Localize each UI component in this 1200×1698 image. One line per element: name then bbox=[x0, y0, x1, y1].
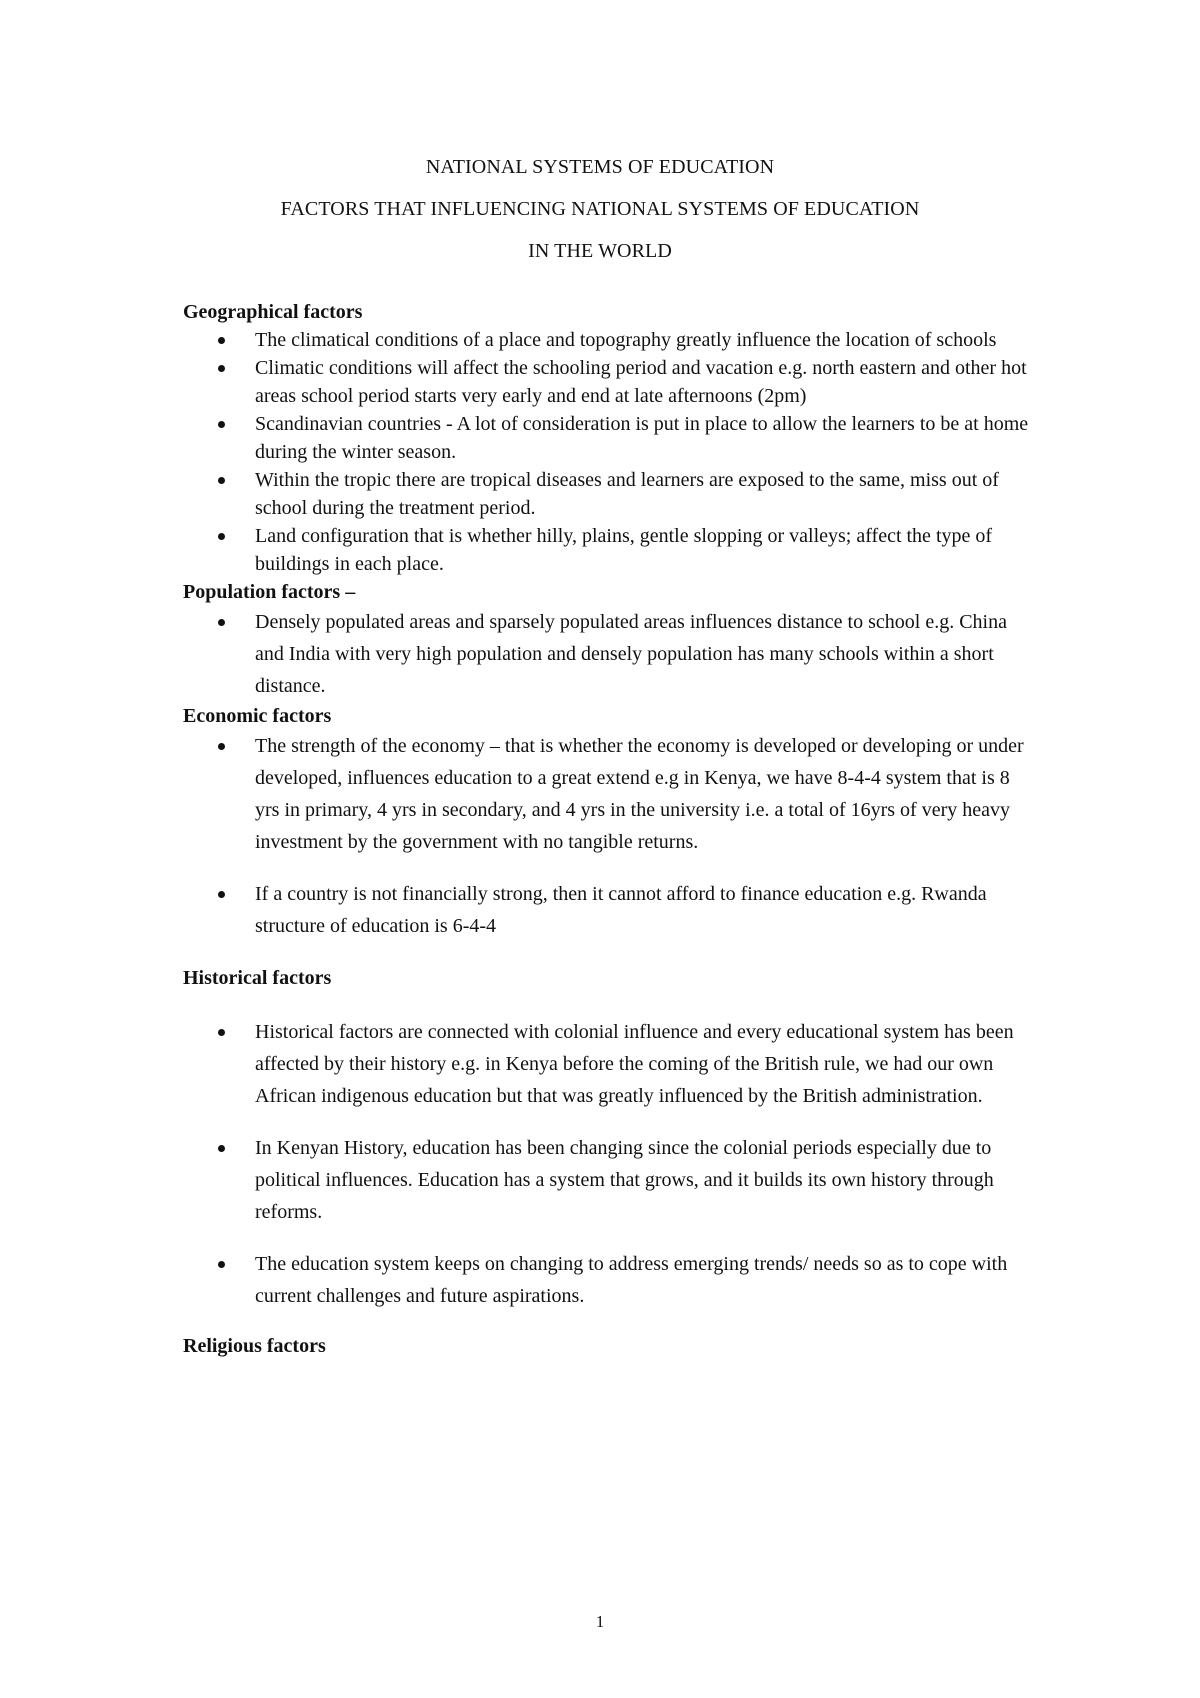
document-title: NATIONAL SYSTEMS OF EDUCATION bbox=[425, 156, 775, 178]
bullet-icon bbox=[218, 1261, 225, 1268]
list-item-text: The strength of the economy – that is whether the economy is developed or developing or under developed, influences education to a great extend e.g in Kenya, we have 8-4-4 system that is 8 yrs in primary, 4 yrs in secondary, and 4 yrs in the university i.e. a total of 16yrs of very heavy investment by the government with no tangible returns. bbox=[255, 735, 1024, 853]
section-economic bbox=[183, 702, 1033, 942]
list-item-text: The climatical conditions of a place and topography greatly influence the location of schools bbox=[255, 329, 997, 351]
list-item-text: In Kenyan History, education has been changing since the colonial periods especially due to political influences. Education has a system that grows, and it builds its own history through reforms. bbox=[255, 1137, 994, 1223]
bullet-icon bbox=[218, 891, 225, 898]
bullet-icon bbox=[218, 337, 225, 344]
document-title-block bbox=[0, 146, 1200, 272]
page-number: 1 bbox=[595, 1612, 605, 1631]
list-item bbox=[183, 522, 1033, 578]
bullet-icon bbox=[218, 743, 225, 750]
document-subtitle: FACTORS THAT INFLUENCING NATIONAL SYSTEMS OF EDUCATION bbox=[280, 198, 920, 220]
document-subtitle-continued: IN THE WORLD bbox=[528, 240, 672, 262]
bullet-list-geographical bbox=[183, 326, 1033, 578]
section-religious bbox=[183, 1332, 1033, 1360]
list-item-text: The education system keeps on changing to address emerging trends/ needs so as to cope with current challenges and future aspirations. bbox=[255, 1253, 1008, 1307]
section-heading-historical: Historical factors bbox=[183, 967, 332, 989]
list-item-text: If a country is not financially strong, then it cannot afford to finance education e.g. Rwanda structure of education is 6-4-4 bbox=[255, 883, 987, 937]
list-item bbox=[183, 878, 1033, 942]
list-item bbox=[183, 410, 1033, 466]
bullet-list-economic bbox=[183, 730, 1033, 942]
list-item bbox=[183, 1016, 1033, 1112]
list-item bbox=[183, 730, 1033, 858]
list-item bbox=[183, 606, 1033, 702]
list-item-text: Densely populated areas and sparsely populated areas influences distance to school e.g. China and India with very high population and densely population has many schools within a short distance. bbox=[255, 611, 1007, 697]
bullet-icon bbox=[218, 1145, 225, 1152]
list-item bbox=[183, 1132, 1033, 1228]
bullet-icon bbox=[218, 421, 225, 428]
bullet-icon bbox=[218, 533, 225, 540]
list-item-text: Historical factors are connected with colonial influence and every educational system has been affected by their history e.g. in Kenya before the coming of the British rule, we had our own African indigenous education but that was greatly influenced by the British administration. bbox=[255, 1021, 1014, 1107]
list-item-text: Land configuration that is whether hilly, plains, gentle slopping or valleys; affect the type of buildings in each place. bbox=[255, 525, 993, 575]
bullet-list-historical bbox=[183, 1016, 1033, 1312]
list-item bbox=[183, 466, 1033, 522]
list-item bbox=[183, 354, 1033, 410]
section-heading-population: Population factors – bbox=[183, 581, 356, 603]
section-heading-economic: Economic factors bbox=[183, 705, 332, 727]
section-geographical bbox=[183, 298, 1033, 578]
list-item bbox=[183, 326, 1033, 354]
document-body bbox=[183, 298, 1033, 1360]
section-heading-geographical: Geographical factors bbox=[183, 301, 363, 323]
section-population bbox=[183, 578, 1033, 702]
list-item-text: Climatic conditions will affect the schooling period and vacation e.g. north eastern and other hot areas school period starts very early and end at late afternoons (2pm) bbox=[255, 357, 1027, 407]
bullet-icon bbox=[218, 619, 225, 626]
section-heading-religious: Religious factors bbox=[183, 1335, 326, 1357]
bullet-icon bbox=[218, 365, 225, 372]
list-item-text: Within the tropic there are tropical diseases and learners are exposed to the same, miss out of school during the treatment period. bbox=[255, 469, 999, 519]
list-item-text: Scandinavian countries - A lot of consideration is put in place to allow the learners to be at home during the winter season. bbox=[255, 413, 1029, 463]
bullet-list-population bbox=[183, 606, 1033, 702]
bullet-icon bbox=[218, 477, 225, 484]
list-item bbox=[183, 1248, 1033, 1312]
bullet-icon bbox=[218, 1029, 225, 1036]
section-historical bbox=[183, 964, 1033, 1312]
